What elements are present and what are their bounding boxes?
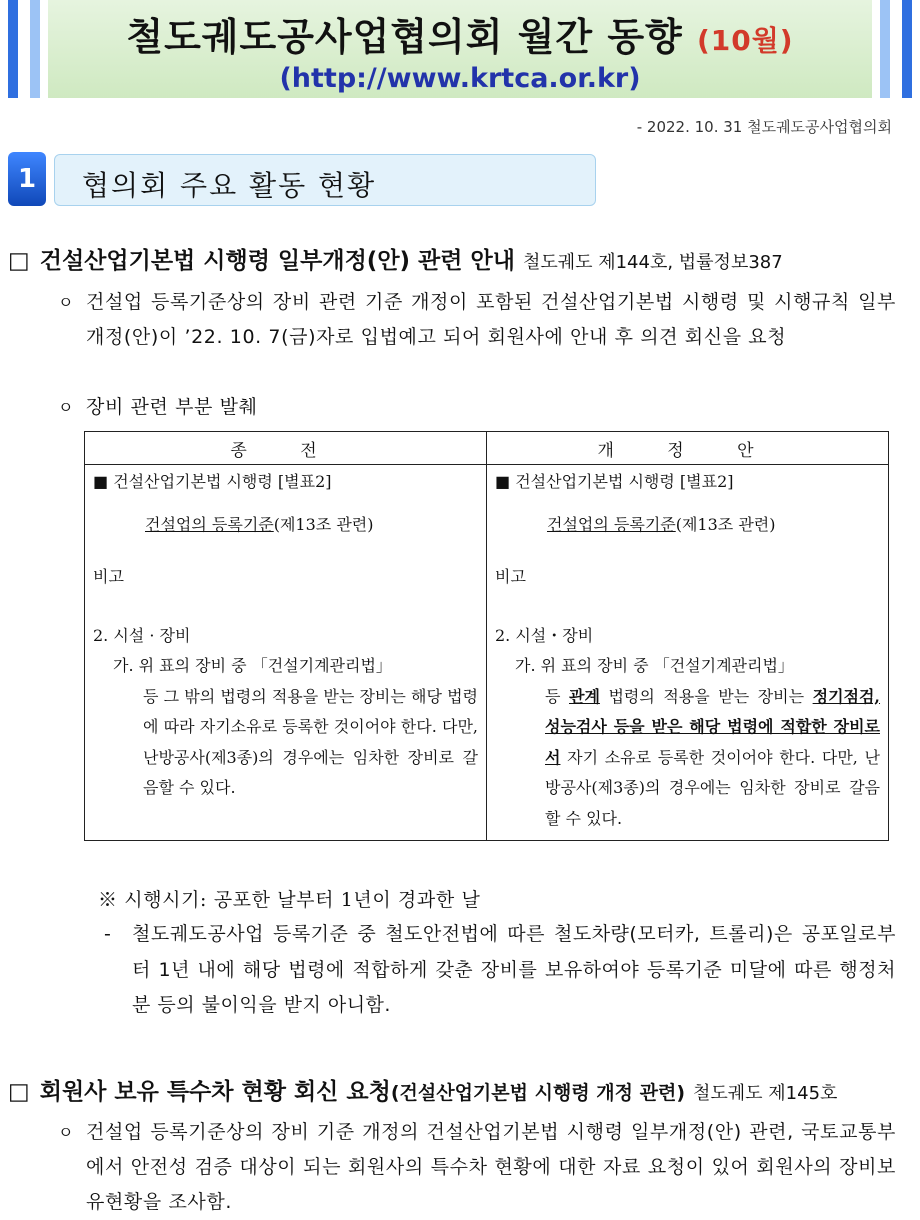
circle-bullet-icon: ㅇ: [58, 1123, 75, 1142]
bullet-paragraph: [58, 390, 896, 425]
header-right-bar-dark: [902, 0, 912, 98]
website-url[interactable]: (http://www.krtca.or.kr): [279, 63, 641, 94]
highlight-text: 관계: [569, 686, 600, 706]
topic-heading: [8, 1073, 837, 1106]
header-left-bar-light: [30, 0, 40, 98]
section-number: 1: [8, 152, 46, 206]
bullet-text: 건설업 등록기준상의 장비 기준 개정의 건설산업기본법 시행령 일부개정(안) 관련, 국토교통부에서 안전성 검증 대상이 되는 회원사의 특수차 현황에 대한 자료 요청이 있어 회원사의 장비보유현황을 조사함.: [86, 1121, 896, 1213]
cell-heading: ■ 건설산업기본법 시행령 [별표2]: [495, 472, 734, 491]
topic-reference: 철도궤도 제144호, 법률정보387: [522, 252, 783, 273]
cell-after: [487, 465, 889, 841]
newsletter-title: 철도궤도공사업협의회 월간 동향 (10월): [126, 15, 794, 59]
header-banner: [48, 0, 872, 98]
circle-bullet-icon: ㅇ: [58, 293, 75, 312]
header-right-bar-light: [880, 0, 890, 98]
checkbox-marker: □: [8, 1079, 30, 1105]
checkbox-marker: □: [8, 248, 30, 274]
cell-body: 가. 위 표의 장비 중 「건설기계관리법」 등 관계 법령의 적용을 받는 장비는 정기점검, 성능검사 등을 받은 해당 법령에 적합한 장비로서 자기 소유로 등록한 것이어야 한다. 다만, 난방공사(제3종)의 경우에는 임차한 장비로 갈음할 수 있다.: [515, 656, 881, 828]
topic-title: 건설산업기본법 시행령 일부개정(안) 관련 안내: [39, 248, 515, 274]
cell-heading: ■ 건설산업기본법 시행령 [별표2]: [93, 472, 332, 491]
cell-subtitle: 건설업의 등록기준(제13조 관련): [145, 514, 374, 534]
circle-bullet-icon: ㅇ: [58, 398, 75, 417]
bullet-paragraph: [58, 1115, 896, 1220]
topic-reference: 철도궤도 제145호: [693, 1083, 838, 1104]
cell-before: [85, 465, 487, 841]
bullet-paragraph: [58, 285, 896, 355]
column-header-before: 종 전: [85, 432, 487, 465]
table-row: [85, 465, 889, 841]
cell-item-label: 2. 시설 · 장비: [93, 625, 191, 645]
dash-text: 철도궤도공사업 등록기준 중 철도안전법에 따른 철도차량(모터카, 트롤리)은 공포일로부터 1년 내에 해당 법령에 적합하게 갖춘 장비를 보유하여야 등록기준 미달에 따른 행정처분 등의 불이익을 받지 아니함.: [132, 923, 896, 1016]
cell-body: 가. 위 표의 장비 중 「건설기계관리법」 등 그 밖의 법령의 적용을 받는 장비는 해당 법령에 따라 자기소유로 등록한 것이어야 한다. 다만, 난방공사(제3종)의 경우에는 임차한 장비로 갈음할 수 있다.: [113, 656, 478, 797]
newsletter-month: (10월): [697, 24, 794, 57]
table-header-row: [85, 432, 889, 465]
topic-title: 회원사 보유 특수차 현황 회신 요청: [39, 1079, 391, 1105]
comparison-table: [84, 431, 889, 841]
highlight-text: 정기점검, 성능검사 등을 받은 해당 법령에 적합한 장비로서: [545, 686, 881, 767]
section-title: 협의회 주요 활동 현황: [82, 169, 377, 202]
effective-date-note: ※ 시행시기: 공포한 날부터 1년이 경과한 날: [98, 889, 481, 911]
topic-heading: [8, 242, 783, 275]
column-header-after: 개 정 안: [487, 432, 889, 465]
cell-note-label: 비고: [495, 567, 526, 586]
bullet-text: 장비 관련 부분 발췌: [86, 396, 258, 418]
cell-note-label: 비고: [93, 567, 124, 586]
dash-paragraph: [104, 917, 896, 1024]
bullet-text: 건설업 등록기준상의 장비 관련 기준 개정이 포함된 건설산업기본법 시행령 및 시행규칙 일부개정(안)이 ’22. 10. 7(금)자로 입법예고 되어 회원사에 안내 후 의견 회신을 요청: [86, 291, 896, 348]
header-left-bar-dark: [8, 0, 18, 98]
dateline: - 2022. 10. 31 철도궤도공사업협의회: [636, 118, 892, 136]
dash-marker: -: [104, 923, 112, 945]
cell-subtitle: 건설업의 등록기준(제13조 관련): [547, 514, 776, 534]
cell-item-label: 2. 시설・장비: [495, 625, 594, 645]
topic-subtitle: (건설산업기본법 시행령 개정 관련): [390, 1082, 685, 1104]
